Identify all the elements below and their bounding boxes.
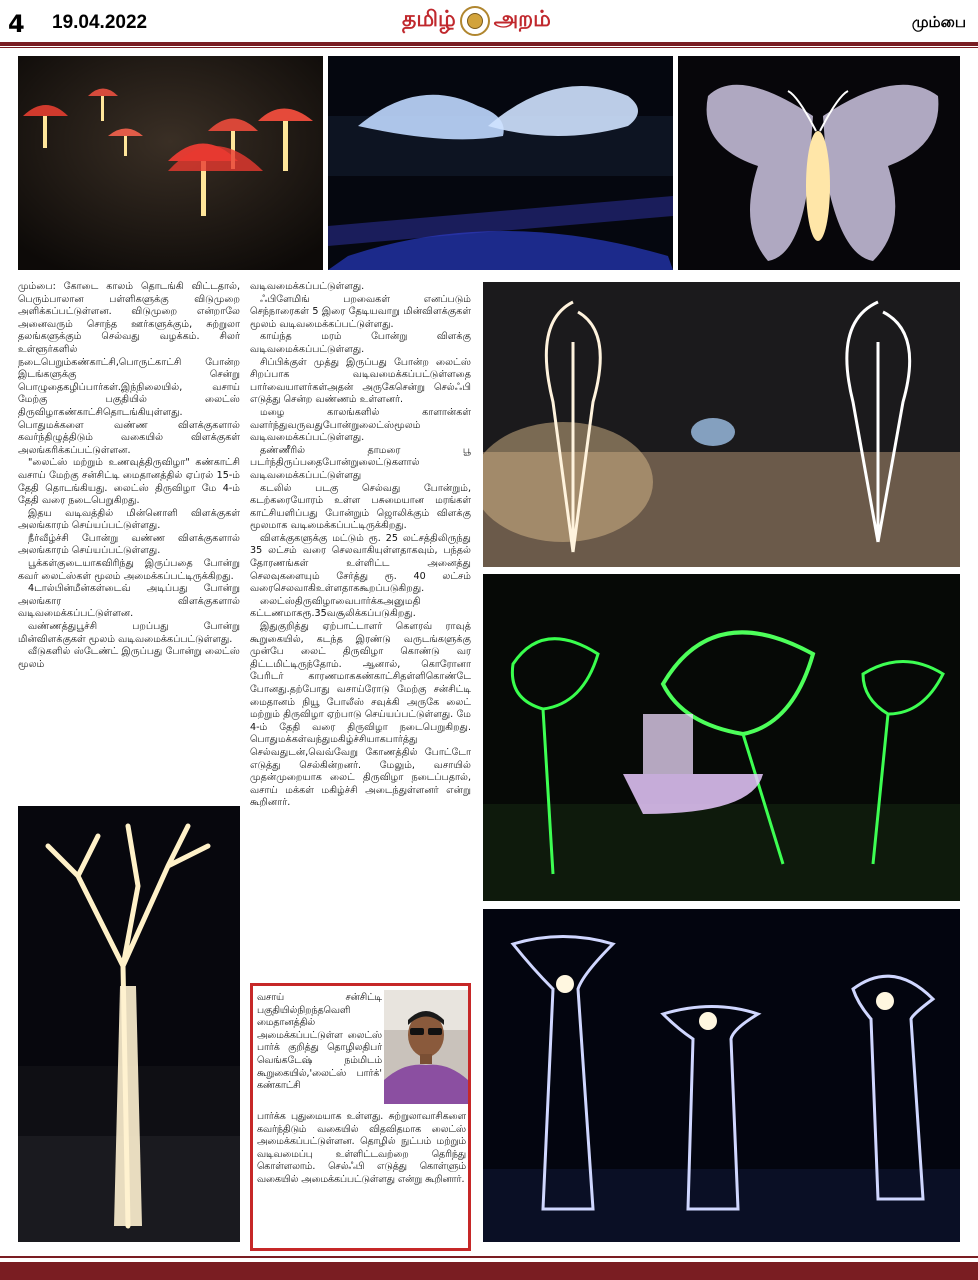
article-paragraph: இதுகுறித்து ஏற்பாட்டாளர் கௌரவ் ராவுத் கூறுகையில், கடந்த இரண்டு வருடங்களுக்கு முன்பே லைட் திருவிழா கொண்டு வர திட்டமிட்டிருந்தோம். ஆனால், கொரோனா பேரிடர் காரணமாககண்காட்சிதள்ளிகொண்டே போனது.தற்போது வசாய்ரோடு மேற்கு சன்சிட்டி மைதானம் நியூ போலீஸ் சவுக்கி அருகே லைட் மற்றும் திருவிழா ஏற்பாடு செய்யப்பட்டுள்ளது. மே 4-ம் தேதி வரை திருவிழா நடைபெறுகிறது. பொதுமக்கள்வந்துமகிழ்ச்சியாகபார்த்து செல்வதுடன்,வெவ்வேறு கோணத்தில் போட்டோ எடுத்து செல்கின்றனர். மேலும், வசாயில் முதன்முறையாக லைட் திருவிழா நடைப்பதால், வசாய் மக்கள் மகிழ்ச்சி அடைந்துள்ளனர் என்று கூறினார். [250,621,471,809]
article-paragraph: இதய வடிவத்தில் மின்னொளி விளக்குகள் அலங்காரம் செய்யப்பட்டுள்ளது. [18,507,240,532]
article-paragraph: நீர்வீழ்ச்சி போன்று வண்ண விளக்குகளால் அலங்காரம் செய்யப்பட்டுள்ளது. [18,532,240,557]
page-number: 4 [8,10,25,38]
mushroom-lights-photo [18,56,323,270]
quote-text-top: வசாய் சன்சிட்டி பகுதியில்நிறந்தவெளி மைதானத்தில் அமைக்கப்பட்டுள்ள லைட்ஸ் பார்க் குறித்து தொழிலதிபர் வெங்கடேஷ் நம்மிடம் கூறுகையில்,'லைட்ஸ் பார்க்' கண்காட்சி [257,992,382,1092]
article-paragraph: "லைட்ஸ் மற்றும் உணவுத்திருவிழா" கண்காட்சி வசாய் மேற்கு சன்சிட்டி மைதானத்தில் ஏப்ரல் 15-ம் தேதி தொடங்கியது. லைட்ஸ் திருவிழா மே 4-ம் தேதி வரை நடைபெறுகிறது. [18,457,240,507]
fountain-lights-photo [483,282,960,567]
article-paragraph: வடிவமைக்கப்பட்டுள்ளது. [250,281,365,292]
page-header [0,0,978,44]
footer-bar [0,1262,978,1280]
emblem-icon [460,6,490,36]
footer-rule-thin [0,1256,978,1258]
header-rule [0,42,978,46]
article-paragraph: 4டால்பின்மீன்கள்டைவ் அடிப்பது போன்று அலங்கார விளக்குகளால் வடிவமைக்கப்பட்டுள்ளன. [18,583,240,620]
issue-date: 19.04.2022 [52,12,148,33]
masthead-left: தமிழ் [402,7,456,32]
article-paragraph: பூக்கள்குடையாகவிரிந்து இருப்பதை போன்று கவர் லைட்ஸ்கள் மூலம் அமைக்கப்பட்டிருக்கிறது. [18,558,240,582]
article-paragraph: மழை காலங்களில் காளான்கள் வளர்ந்துவருவதுபோன்றுலைட்ஸ்மூலம் வடிவமைக்கப்பட்டுள்ளது. [250,406,471,444]
article-paragraph: ஃபிளேமிங் பறவைகள் எனப்படும் செந்நாரைகள் 5 இரை தேடியவாறு மின்விளக்குகள் மூலம் வடிவமைக்கப்பட்டுள்ளது. [250,293,471,330]
masthead-right: அறம் [493,7,551,32]
article-paragraph: விளக்குகளுக்கு மட்டும் ரூ. 25 லட்சத்திலிருந்து 35 லட்சம் வரை செலவாகியுள்ளதாகவும், பந்தல் தோரணங்கள் உள்ளிட்ட அனைத்து செலவுகளையும் சேர்த்து ரூ. 40 லட்சம் வரைசெலவாகிஉள்ளதாககூறப்படுகிறது. [250,532,471,595]
lotus-boat-lights-photo [483,574,960,901]
article-paragraph: சிப்பிக்குள் முத்து இருப்பது போன்ற லைட்ஸ் சிறப்பாக வடிவமைக்கப்பட்டுள்ளதை பார்வையாளர்கள்அதன் அருகேசென்று செல்ஃபி எடுத்து சென்ற வண்ணம் உள்ளனர். [250,356,471,406]
masthead [402,5,551,37]
butterfly-lights-photo [678,56,960,270]
article-paragraph: வண்ணத்துபூச்சி பறப்பது போன்று மின்விளக்குகள் மூலம் வடிவமைக்கப்பட்டுள்ளது. [18,621,240,645]
quote-box [250,983,471,1251]
article-paragraph: கடலில் படகு செல்வது போன்றும், கடற்கரையோரம் உள்ள பசுமையான மரங்கள் காட்சியளிப்பது போன்றும் ஜொலிக்கும் விளக்கு மூலமாக வடிமைக்கப்பட்டிருக்கிறது. [250,482,471,532]
tree-lights-photo [18,806,240,1242]
pillar-lights-photo [483,909,960,1242]
article-column-1 [18,281,240,671]
article-paragraph: லைட்ஸ்திருவிழாவைபார்க்கஅனுமதி கட்டணமாகரூ.35வசூலிக்கப்படுகிறது. [250,595,421,620]
article-paragraph: தண்ணீரில் தாமரை பூ படர்ந்திருப்பதைபோன்றுலைட்டுகளால் வடிவமைக்கப்பட்டுள்ளது [250,444,471,481]
article-column-2 [250,281,471,810]
quote-text-bottom: பார்க்க புதுமையாக உள்ளது. சுற்றுலாவாசிகளை கவர்ந்திடும் வகையில் விதவிதமாக லைட்ஸ் அமைக்கப்பட்டுள்ளன. தொழில் நுட்பம் மற்றும் வடிவமைப்பு உள்ளிட்டவற்றை தெரிந்து கொள்ளலாம். செல்ஃபி எடுத்து கொள்ளும் வகையில் அமைக்கப்பட்டுள்ளது என்று கூறினார். [257,1111,466,1185]
dolphin-lights-photo [328,56,673,270]
article-paragraph: காய்ந்த மரம் போன்று விளக்கு வடிவமைக்கப்பட்டுள்ளது. [250,331,471,355]
header-rule-thin [0,47,978,48]
article-paragraph: மும்பை: கோடை காலம் தொடங்கி விட்டதால், பெரும்பாலான பள்ளிகளுக்கு விடுமுறை அளிக்கப்பட்டுள்ளன. விடுமுறை என்றாலே அனைவரும் சொந்த ஊர்களுக்கும், சுற்றுலா தலங்களுக்கும் செல்வது வழக்கம். சிலர் உள்ளூர்களில் நடைபெறும்கண்காட்சி,பொருட்காட்சி போன்ற இடங்களுக்கு சென்று பொழுதைகழிப்பார்கள்.இந்நிலையில், வசாய் மேற்கு பகுதியில் லைட்ஸ் திருவிழாகண்காட்சிதொடங்கியுள்ளது. பொதுமக்களை வண்ண விளக்குகளால் கவர்ந்திழுத்திடும் வகையில் விளக்குகள் அலங்கரிக்கப்பட்டுள்ளன. [18,281,240,456]
person-portrait-photo [384,990,468,1104]
section-city: மும்பை [911,13,966,31]
article-paragraph: வீடுகளில் ஸ்டேண்ட் இருப்பது போன்று லைட்ஸ் மூலம் [18,646,240,670]
